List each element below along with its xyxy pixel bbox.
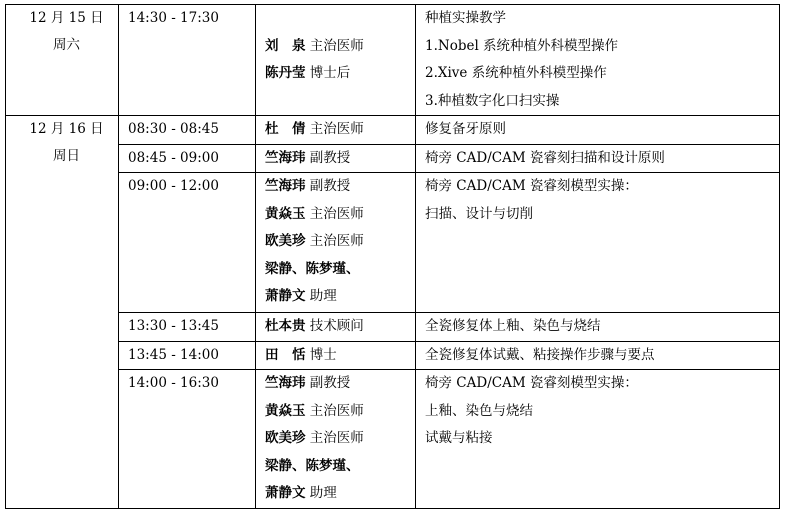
topic-cell [416, 116, 780, 145]
speaker-line [265, 370, 415, 398]
speaker-title: 主治医师 [309, 121, 364, 137]
speaker-title: 主治医师 [309, 233, 364, 249]
speaker-title: 博士后 [309, 65, 351, 81]
time-cell: 14:30 - 17:30 [119, 5, 256, 116]
speaker-cell [256, 370, 416, 509]
speaker-line [265, 201, 415, 229]
speaker-name: 陈丹莹 [265, 65, 306, 81]
speaker-name: 杜本贵 [265, 318, 306, 334]
speaker-title: 副教授 [309, 149, 351, 166]
speaker-cell [256, 5, 416, 116]
speaker-title: 副教授 [309, 375, 351, 391]
schedule-row [6, 116, 780, 145]
speaker-name: 刘 泉 [265, 37, 306, 54]
speaker-line [265, 228, 415, 256]
speaker-name: 欧美珍 [265, 233, 306, 249]
topic-line: 椅旁 CAD/CAM 瓷睿刻模型实操： [425, 375, 638, 391]
speaker-cell [256, 116, 416, 145]
topic-line: 修复备牙原则 [425, 121, 506, 137]
topic-cell [416, 370, 780, 509]
speaker-title: 主治医师 [309, 402, 364, 419]
schedule-table [5, 4, 780, 509]
speaker-title: 助理 [309, 485, 337, 501]
topic-line: 试戴与粘接 [425, 430, 493, 446]
speaker-line [265, 342, 415, 370]
topic-line: 上釉、染色与烧结 [425, 402, 533, 419]
speaker-line [265, 33, 415, 61]
speaker-title: 主治医师 [309, 37, 364, 54]
topic-line: 椅旁 CAD/CAM 瓷睿刻模型实操： [425, 178, 638, 194]
speaker-cell [256, 173, 416, 313]
time-cell: 13:30 - 13:45 [119, 313, 256, 342]
topic-cell [416, 144, 780, 173]
date-text: 12 月 16 日 [29, 121, 104, 137]
topic-line: 种植实操教学 [425, 10, 506, 26]
topic-cell [416, 5, 780, 116]
speaker-cell [256, 341, 416, 370]
weekday-text: 周六 [53, 37, 80, 53]
speaker-line [265, 453, 415, 481]
speaker-title: 主治医师 [309, 205, 364, 222]
weekday-text: 周日 [53, 148, 80, 164]
speaker-line [265, 145, 415, 173]
speaker-title: 技术顾问 [309, 318, 364, 334]
speaker-cell [256, 144, 416, 173]
speaker-name: 田 恬 [265, 346, 306, 363]
time-cell: 14:00 - 16:30 [119, 370, 256, 509]
speaker-cell [256, 313, 416, 342]
speaker-name: 欧美珍 [265, 430, 306, 446]
date-cell [6, 116, 119, 509]
time-cell: 09:00 - 12:00 [119, 173, 256, 313]
topic-cell [416, 313, 780, 342]
speaker-name: 竺海玮 [265, 178, 306, 194]
speaker-title: 副教授 [309, 178, 351, 194]
topic-line: 全瓷修复体试戴、粘接操作步骤与要点 [425, 346, 655, 363]
speaker-name: 杜 倩 [265, 121, 306, 137]
speaker-line [265, 173, 415, 201]
time-cell: 08:45 - 09:00 [119, 144, 256, 173]
speaker-line [265, 283, 415, 311]
schedule-row [6, 144, 780, 173]
topic-line: 全瓷修复体上釉、染色与烧结 [425, 318, 601, 334]
speaker-line [265, 60, 415, 88]
speaker-name: 梁静、陈梦瑾、 [265, 457, 360, 474]
speaker-line [265, 116, 415, 144]
schedule-row [6, 5, 780, 116]
schedule-row [6, 341, 780, 370]
date-cell [6, 5, 119, 116]
speaker-title: 主治医师 [309, 430, 364, 446]
schedule-row [6, 173, 780, 313]
speaker-line [265, 480, 415, 508]
topic-line: 1.Nobel 系统种植外科模型操作 [425, 37, 619, 54]
speaker-name: 黄焱玉 [265, 205, 306, 222]
speaker-line [265, 313, 415, 341]
topic-cell [416, 173, 780, 313]
speaker-line [265, 256, 415, 284]
schedule-row [6, 313, 780, 342]
topic-line: 扫描、设计与切削 [425, 205, 533, 222]
date-text: 12 月 15 日 [29, 10, 104, 26]
topic-line: 2.Xive 系统种植外科模型操作 [425, 65, 607, 81]
speaker-line [265, 398, 415, 426]
time-cell: 08:30 - 08:45 [119, 116, 256, 145]
speaker-name: 黄焱玉 [265, 402, 306, 419]
speaker-name: 萧静文 [265, 288, 306, 304]
speaker-title: 博士 [309, 346, 337, 363]
speaker-name: 竺海玮 [265, 149, 306, 166]
speaker-name: 梁静、陈梦瑾、 [265, 260, 360, 277]
speaker-line [265, 425, 415, 453]
speaker-name: 竺海玮 [265, 375, 306, 391]
topic-line: 3.种植数字化口扫实操 [425, 92, 560, 109]
topic-line: 椅旁 CAD/CAM 瓷睿刻扫描和设计原则 [425, 149, 665, 166]
speaker-name: 萧静文 [265, 485, 306, 501]
schedule-row [6, 370, 780, 509]
speaker-title: 助理 [309, 288, 337, 304]
time-cell: 13:45 - 14:00 [119, 341, 256, 370]
topic-cell [416, 341, 780, 370]
